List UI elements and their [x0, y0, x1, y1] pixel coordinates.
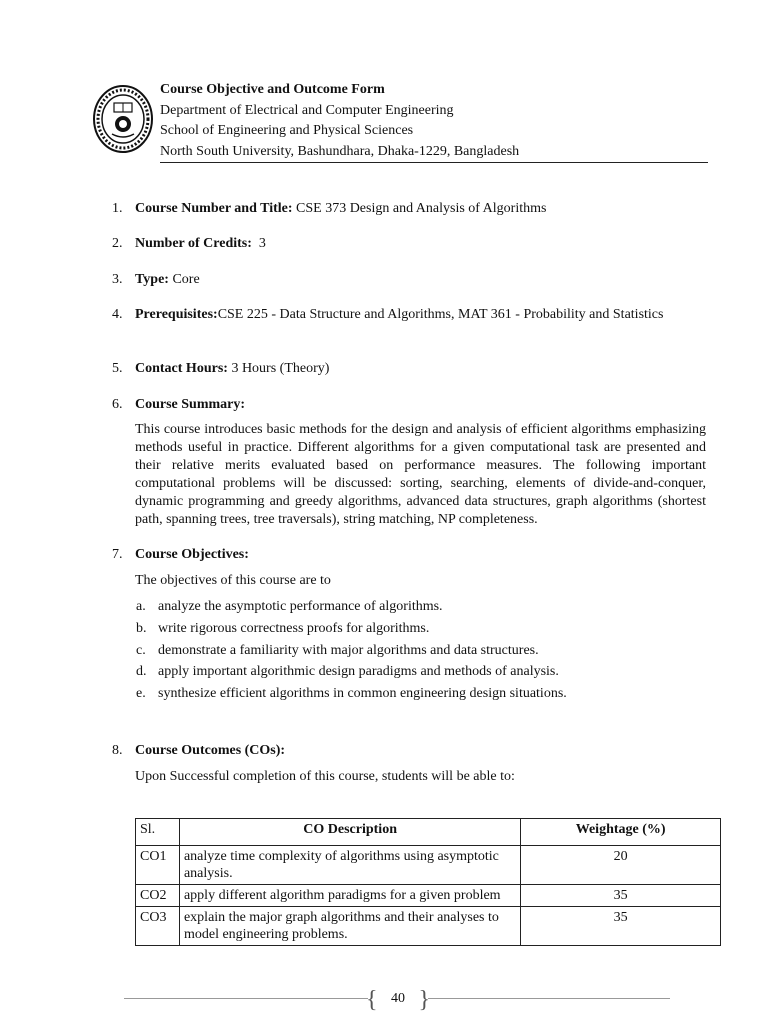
form-title: Course Objective and Outcome Form [160, 82, 385, 97]
co-id: CO2 [136, 885, 180, 907]
column-header-description: CO Description [179, 819, 520, 846]
objective-letter: d. [136, 664, 147, 679]
co-description: apply different algorithm paradigms for a given problem [179, 885, 520, 907]
objective-text: apply important algorithmic design paradigms and methods of analysis. [158, 664, 559, 679]
university-address: North South University, Bashundhara, Dhaka-1229, Bangladesh [160, 143, 520, 159]
item-value: CSE 373 Design and Analysis of Algorithms [292, 201, 547, 216]
co-weightage: 35 [521, 885, 721, 907]
page-number-box [366, 986, 430, 1014]
page-number: 40 [391, 991, 405, 1006]
item-label: Contact Hours: [135, 361, 228, 376]
department-name: Department of Electrical and Computer Engineering [160, 102, 454, 118]
item-value: 3 [251, 236, 266, 251]
co-id: CO1 [136, 846, 180, 885]
table-row [136, 885, 721, 907]
item-value: CSE 225 - Data Structure and Algorithms, MAT 361 - Probability and Statistics [217, 307, 664, 322]
item-number: 4. [112, 307, 123, 322]
footer-rule-right [428, 998, 670, 999]
item-number: 2. [112, 236, 123, 251]
objective-letter: c. [136, 643, 146, 658]
item-number: 5. [112, 361, 123, 376]
co-weightage: 35 [521, 907, 721, 946]
objectives-intro: The objectives of this course are to [135, 573, 331, 588]
header-text-block [160, 80, 708, 162]
item-label: Course Number and Title: [135, 201, 293, 216]
objective-text: synthesize efficient algorithms in common engineering design situations. [158, 686, 567, 701]
item-value: Core [168, 272, 200, 287]
item-number: 1. [112, 201, 123, 216]
item-value: 3 Hours (Theory) [227, 361, 330, 376]
item-label: Number of Credits: [135, 236, 252, 251]
outcomes-intro: Upon Successful completion of this course, students will be able to: [135, 769, 515, 784]
course-outcomes-table [135, 818, 721, 946]
co-description: analyze time complexity of algorithms using asymptotic analysis. [179, 846, 520, 885]
school-name: School of Engineering and Physical Sciences [160, 123, 414, 138]
objective-text: analyze the asymptotic performance of algorithms. [158, 599, 443, 614]
co-id: CO3 [136, 907, 180, 946]
table-row [136, 846, 721, 885]
item-number: 6. [112, 397, 123, 412]
objective-text: write rigorous correctness proofs for algorithms. [158, 621, 430, 636]
item-label: Course Objectives: [135, 547, 249, 562]
item-number: 7. [112, 547, 123, 562]
item-label: Course Outcomes (COs): [135, 743, 286, 758]
item-number: 3. [112, 272, 123, 287]
co-weightage: 20 [521, 846, 721, 885]
course-summary-text: This course introduces basic methods for the design and analysis of efficient algorithms emphasizing methods useful in practice. Different algorithms for a given computational task are presented and their relative merits evaluated based on performance measures. The following important computational problems will be discussed: sorting, searching, elements of divide-and-conquer, dynamic programming and greedy algorithms, advanced data structures, graph algorithms (shortest path, spanning trees, tree traversals), string matching, NP completeness. [135, 422, 706, 527]
right-brace-icon: } [418, 987, 430, 1013]
table-row [136, 907, 721, 946]
objective-text: demonstrate a familiarity with major algorithms and data structures. [158, 643, 539, 658]
item-label: Course Summary: [135, 397, 246, 412]
objective-letter: a. [136, 599, 146, 614]
column-header-sl: Sl. [136, 819, 180, 846]
footer-rule-left [124, 998, 368, 999]
co-description: explain the major graph algorithms and their analyses to model engineering problems. [179, 907, 520, 946]
objective-letter: b. [136, 621, 147, 636]
left-brace-icon: { [366, 987, 378, 1013]
item-number: 8. [112, 743, 123, 758]
item-label: Prerequisites: [135, 307, 218, 322]
university-seal-icon [92, 84, 154, 154]
objective-letter: e. [136, 686, 146, 701]
table-header-row [136, 819, 721, 846]
item-label: Type: [135, 272, 169, 287]
header-divider [160, 162, 708, 163]
column-header-weightage: Weightage (%) [521, 819, 721, 846]
document-header [92, 80, 708, 164]
